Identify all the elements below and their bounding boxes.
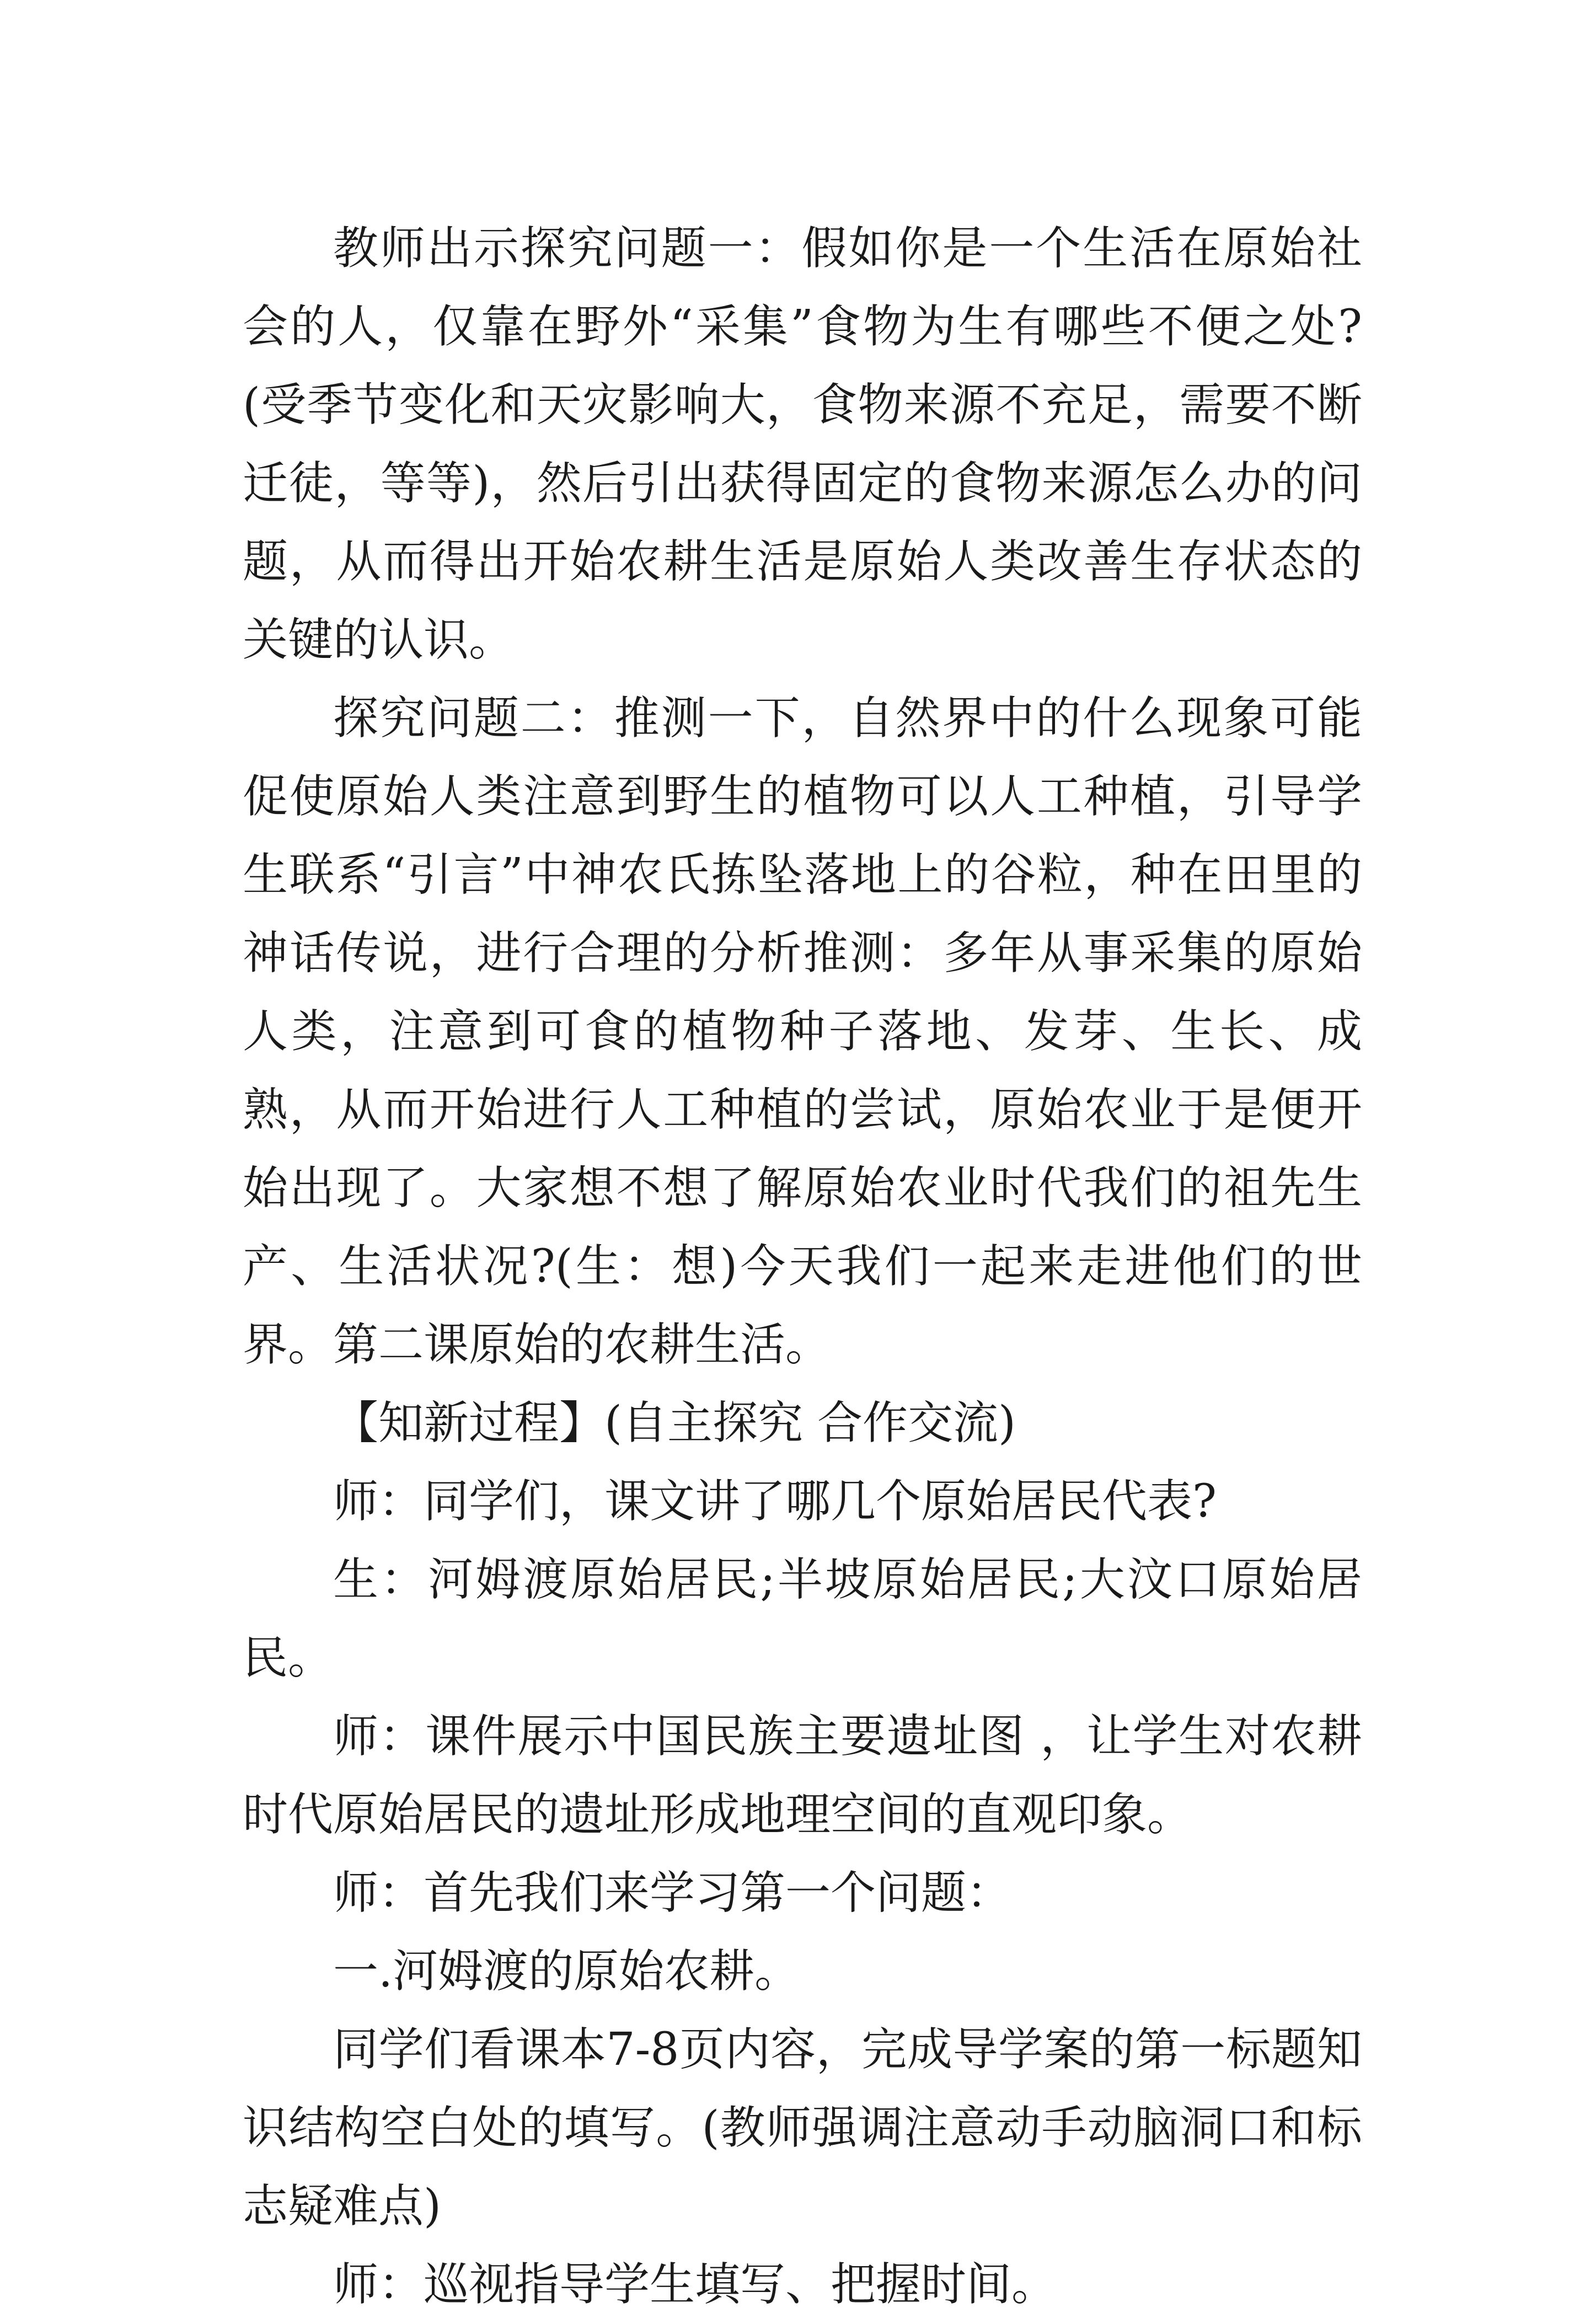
paragraph-new-knowledge-heading: 【知新过程】(自主探究 合作交流) [333,1397,1016,1449]
paragraph-student-answer: 生：河姆渡原始居民;半坡原始居民;大汶口原始居民。 [243,1554,1362,1684]
paragraph-section-one-title: 一.河姆渡的原始农耕。 [333,1945,800,1998]
paragraph-teacher-question: 师：同学们，课文讲了哪几个原始居民代表? [333,1475,1217,1528]
paragraph-reading-task: 同学们看课本7-8页内容，完成导学案的第一标题知识结构空白处的填写。(教师强调注意动手动脑洞口和标志疑难点) [243,2023,1362,2232]
document-body [243,210,1362,2324]
paragraph-teacher-first-question: 师：首先我们来学习第一个问题： [333,1867,1012,1919]
paragraph-teacher-courseware: 师：课件展示中国民族主要遗址图 ，让学生对农耕时代原始居民的遗址形成地理空间的直观印象。 [243,1710,1362,1841]
paragraph-inquiry-one: 教师出示探究问题一：假如你是一个生活在原始社会的人，仅靠在野外“采集”食物为生有哪些不便之处?(受季节变化和天灾影响大，食物来源不充足，需要不断迁徒，等等)，然后引出获得固定的食物来源怎么办的问题，从而得出开始农耕生活是原始人类改善生存状态的关键的认识。 [243,222,1362,666]
paragraph-teacher-guidance: 师：巡视指导学生填写、把握时间。 [333,2258,1057,2311]
paragraph-inquiry-two: 探究问题二：推测一下，自然界中的什么现象可能促使原始人类注意到野生的植物可以人工种植，引导学生联系“引言”中神农氏拣坠落地上的谷粒，种在田里的神话传说，进行合理的分析推测：多年从事采集的原始人类，注意到可食的植物种子落地、发芽、生长、成熟，从而开始进行人工种植的尝试，原始农业于是便开始出现了。大家想不想了解原始农业时代我们的祖先生产、生活状况?(生：想)今天我们一起来走进他们的世界。第二课原始的农耕生活。 [243,692,1362,1371]
